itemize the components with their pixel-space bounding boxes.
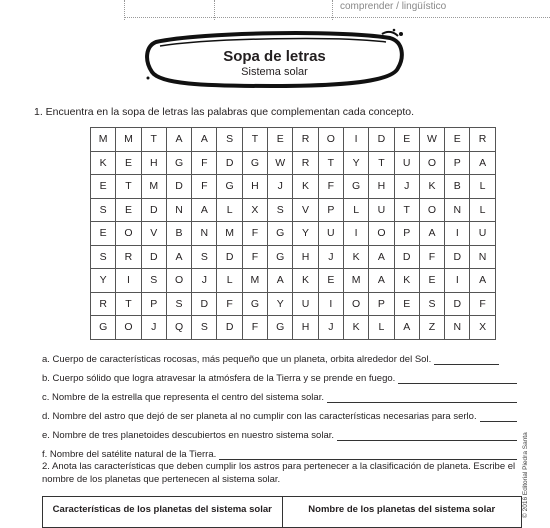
grid-cell[interactable]: X	[470, 316, 495, 340]
answer-line[interactable]	[398, 373, 517, 384]
grid-cell[interactable]: L	[217, 198, 242, 222]
grid-cell[interactable]: E	[268, 128, 293, 152]
clue-item: b. Cuerpo sólido que logra atravesar la atmósfera de la Tierra y se prende en fuego.	[42, 365, 517, 384]
table-header-characteristics: Características de los planetas del sistema solar	[43, 497, 283, 527]
grid-cell[interactable]: N	[445, 198, 470, 222]
grid-cell[interactable]: A	[166, 245, 191, 269]
grid-cell[interactable]: H	[369, 175, 394, 199]
grid-cell[interactable]: S	[91, 198, 116, 222]
grid-cell[interactable]: S	[141, 269, 166, 293]
grid-cell[interactable]: N	[192, 222, 217, 246]
grid-cell[interactable]: L	[470, 198, 495, 222]
grid-cell[interactable]: O	[369, 222, 394, 246]
table-header-planet-names: Nombre de los planetas del sistema solar	[308, 504, 496, 515]
grid-cell[interactable]: D	[445, 292, 470, 316]
grid-cell[interactable]: D	[141, 198, 166, 222]
grid-row	[91, 175, 496, 199]
grid-cell[interactable]: Y	[91, 269, 116, 293]
clue-list	[42, 346, 517, 460]
grid-cell[interactable]: T	[318, 151, 343, 175]
question-1: 1. Encuentra en la sopa de letras las palabras que complementan cada concepto.	[34, 106, 414, 118]
grid-cell[interactable]: G	[242, 151, 267, 175]
grid-cell[interactable]: B	[166, 222, 191, 246]
grid-cell[interactable]: U	[394, 151, 419, 175]
grid-cell[interactable]: R	[293, 151, 318, 175]
grid-cell[interactable]: F	[470, 292, 495, 316]
grid-cell[interactable]: A	[369, 245, 394, 269]
grid-cell[interactable]: W	[268, 151, 293, 175]
grid-cell[interactable]: D	[445, 245, 470, 269]
grid-cell[interactable]: L	[217, 269, 242, 293]
grid-cell[interactable]: O	[419, 198, 444, 222]
copyright-text: © 2016 Editorial Piedra Santa	[522, 432, 529, 518]
grid-cell[interactable]: T	[141, 128, 166, 152]
grid-cell[interactable]: D	[394, 245, 419, 269]
answer-line[interactable]	[434, 354, 499, 365]
grid-cell[interactable]: D	[369, 128, 394, 152]
grid-cell[interactable]: O	[116, 222, 141, 246]
grid-cell[interactable]: A	[470, 151, 495, 175]
grid-cell[interactable]: M	[141, 175, 166, 199]
grid-cell[interactable]: H	[293, 316, 318, 340]
grid-cell[interactable]: J	[318, 245, 343, 269]
grid-cell[interactable]: S	[91, 245, 116, 269]
grid-cell[interactable]: Z	[419, 316, 444, 340]
grid-cell[interactable]: G	[166, 151, 191, 175]
grid-row	[91, 222, 496, 246]
word-search-grid	[90, 127, 496, 340]
grid-cell[interactable]: P	[394, 222, 419, 246]
grid-cell[interactable]: A	[470, 269, 495, 293]
grid-cell[interactable]: M	[242, 269, 267, 293]
grid-cell[interactable]: S	[268, 198, 293, 222]
grid-cell[interactable]: I	[343, 128, 368, 152]
answer-line[interactable]	[327, 392, 517, 403]
answer-line[interactable]	[219, 449, 517, 460]
grid-cell[interactable]: F	[192, 175, 217, 199]
page-subtitle: Sistema solar	[241, 66, 308, 78]
grid-cell[interactable]: R	[91, 292, 116, 316]
answer-line[interactable]	[337, 430, 517, 441]
grid-cell[interactable]: Y	[293, 222, 318, 246]
grid-row	[91, 151, 496, 175]
grid-cell[interactable]: J	[192, 269, 217, 293]
grid-cell[interactable]: E	[394, 128, 419, 152]
grid-cell[interactable]: A	[192, 128, 217, 152]
grid-cell[interactable]: S	[192, 245, 217, 269]
grid-row	[91, 128, 496, 152]
grid-cell[interactable]: K	[394, 269, 419, 293]
grid-cell[interactable]: O	[166, 269, 191, 293]
grid-cell[interactable]: R	[116, 245, 141, 269]
grid-cell[interactable]: O	[116, 316, 141, 340]
grid-cell[interactable]: H	[293, 245, 318, 269]
grid-cell[interactable]: K	[419, 175, 444, 199]
grid-cell[interactable]: A	[394, 316, 419, 340]
grid-cell[interactable]: F	[242, 316, 267, 340]
grid-cell[interactable]: X	[242, 198, 267, 222]
grid-cell[interactable]: O	[343, 292, 368, 316]
grid-cell[interactable]: E	[116, 151, 141, 175]
grid-cell[interactable]: A	[166, 128, 191, 152]
grid-cell[interactable]: V	[293, 198, 318, 222]
grid-cell[interactable]: Y	[343, 151, 368, 175]
grid-row	[91, 292, 496, 316]
grid-cell[interactable]: I	[445, 222, 470, 246]
grid-cell[interactable]: P	[369, 292, 394, 316]
grid-cell[interactable]: F	[242, 222, 267, 246]
skill-label: comprender / lingüístico	[340, 1, 447, 12]
grid-cell[interactable]: D	[217, 151, 242, 175]
grid-cell[interactable]: L	[369, 316, 394, 340]
grid-cell[interactable]: O	[318, 128, 343, 152]
grid-cell[interactable]: K	[293, 269, 318, 293]
grid-cell[interactable]: E	[116, 198, 141, 222]
grid-cell[interactable]: F	[242, 245, 267, 269]
grid-cell[interactable]: H	[141, 151, 166, 175]
title-banner	[142, 28, 407, 90]
answer-line[interactable]	[480, 411, 517, 422]
grid-cell[interactable]: N	[166, 198, 191, 222]
grid-cell[interactable]: I	[318, 292, 343, 316]
grid-cell[interactable]: M	[116, 128, 141, 152]
grid-cell[interactable]: J	[394, 175, 419, 199]
grid-cell[interactable]: E	[445, 128, 470, 152]
grid-cell[interactable]: G	[268, 222, 293, 246]
grid-cell[interactable]: P	[318, 198, 343, 222]
grid-cell[interactable]: D	[141, 245, 166, 269]
grid-cell[interactable]: I	[343, 222, 368, 246]
grid-cell[interactable]: P	[445, 151, 470, 175]
grid-cell[interactable]: L	[470, 175, 495, 199]
grid-cell[interactable]: A	[369, 269, 394, 293]
grid-cell[interactable]: J	[318, 316, 343, 340]
header-divider	[124, 17, 550, 18]
grid-cell[interactable]: U	[318, 222, 343, 246]
grid-cell[interactable]: F	[318, 175, 343, 199]
grid-cell[interactable]: E	[394, 292, 419, 316]
clue-item: f. Nombre del satélite natural de la Tierra.	[42, 441, 517, 460]
grid-cell[interactable]: N	[445, 316, 470, 340]
page-title: Sopa de letras	[223, 48, 326, 65]
grid-cell[interactable]: E	[318, 269, 343, 293]
clue-item: d. Nombre del astro que dejó de ser planeta al no cumplir con las características necesarias para serlo.	[42, 403, 517, 422]
grid-cell[interactable]: T	[116, 175, 141, 199]
grid-cell[interactable]: D	[217, 316, 242, 340]
grid-cell[interactable]: V	[141, 222, 166, 246]
grid-cell[interactable]: G	[242, 292, 267, 316]
grid-cell[interactable]: Q	[166, 316, 191, 340]
grid-cell[interactable]: R	[293, 128, 318, 152]
grid-cell[interactable]: T	[242, 128, 267, 152]
grid-row	[91, 198, 496, 222]
grid-cell[interactable]: A	[192, 198, 217, 222]
grid-cell[interactable]: W	[419, 128, 444, 152]
grid-cell[interactable]: R	[470, 128, 495, 152]
grid-cell[interactable]: P	[141, 292, 166, 316]
grid-cell[interactable]: E	[91, 222, 116, 246]
grid-cell[interactable]: A	[419, 222, 444, 246]
clue-item: c. Nombre de la estrella que representa el centro del sistema solar.	[42, 384, 517, 403]
grid-cell[interactable]: M	[91, 128, 116, 152]
grid-row	[91, 269, 496, 293]
grid-cell[interactable]: T	[394, 198, 419, 222]
copyright-vertical	[522, 432, 534, 518]
grid-cell[interactable]: I	[116, 269, 141, 293]
grid-cell[interactable]: J	[268, 175, 293, 199]
grid-cell[interactable]: K	[91, 151, 116, 175]
grid-cell[interactable]: G	[217, 175, 242, 199]
question-2: 2. Anota las características que deben cumplir los astros para pertenecer a la clasificación de planeta. Escribe el nombre de los planetas que pertenecen al sistema solar.	[42, 461, 516, 485]
grid-cell[interactable]: A	[268, 269, 293, 293]
grid-cell[interactable]: G	[268, 245, 293, 269]
grid-cell[interactable]: M	[217, 222, 242, 246]
grid-cell[interactable]: D	[166, 175, 191, 199]
grid-cell[interactable]: K	[293, 175, 318, 199]
grid-cell[interactable]: E	[91, 175, 116, 199]
grid-cell[interactable]: S	[192, 316, 217, 340]
grid-row	[91, 245, 496, 269]
clue-item: e. Nombre de tres planetoides descubiertos en nuestro sistema solar.	[42, 422, 517, 441]
grid-cell[interactable]: E	[419, 269, 444, 293]
grid-cell[interactable]: M	[343, 269, 368, 293]
grid-cell[interactable]: U	[293, 292, 318, 316]
grid-cell[interactable]: S	[166, 292, 191, 316]
grid-cell[interactable]: L	[343, 198, 368, 222]
grid-cell[interactable]: D	[217, 245, 242, 269]
grid-cell[interactable]: F	[419, 245, 444, 269]
grid-cell[interactable]: G	[91, 316, 116, 340]
grid-cell[interactable]: O	[419, 151, 444, 175]
grid-cell[interactable]: I	[445, 269, 470, 293]
grid-cell[interactable]: G	[268, 316, 293, 340]
answer-table	[42, 496, 522, 528]
grid-cell[interactable]: H	[242, 175, 267, 199]
grid-cell[interactable]: G	[343, 175, 368, 199]
grid-cell[interactable]: B	[445, 175, 470, 199]
grid-cell[interactable]: K	[343, 316, 368, 340]
grid-cell[interactable]: N	[470, 245, 495, 269]
grid-cell[interactable]: T	[369, 151, 394, 175]
grid-cell[interactable]: S	[217, 128, 242, 152]
grid-cell[interactable]: Y	[268, 292, 293, 316]
grid-row	[91, 316, 496, 340]
grid-cell[interactable]: F	[192, 151, 217, 175]
grid-cell[interactable]: S	[419, 292, 444, 316]
grid-cell[interactable]: K	[343, 245, 368, 269]
grid-cell[interactable]: T	[116, 292, 141, 316]
grid-cell[interactable]: U	[369, 198, 394, 222]
grid-cell[interactable]: F	[217, 292, 242, 316]
header-bar	[0, 0, 550, 20]
grid-cell[interactable]: D	[192, 292, 217, 316]
clue-item: a. Cuerpo de características rocosas, más pequeño que un planeta, orbita alrededor del Sol.	[42, 346, 517, 365]
grid-cell[interactable]: U	[470, 222, 495, 246]
grid-cell[interactable]: J	[141, 316, 166, 340]
